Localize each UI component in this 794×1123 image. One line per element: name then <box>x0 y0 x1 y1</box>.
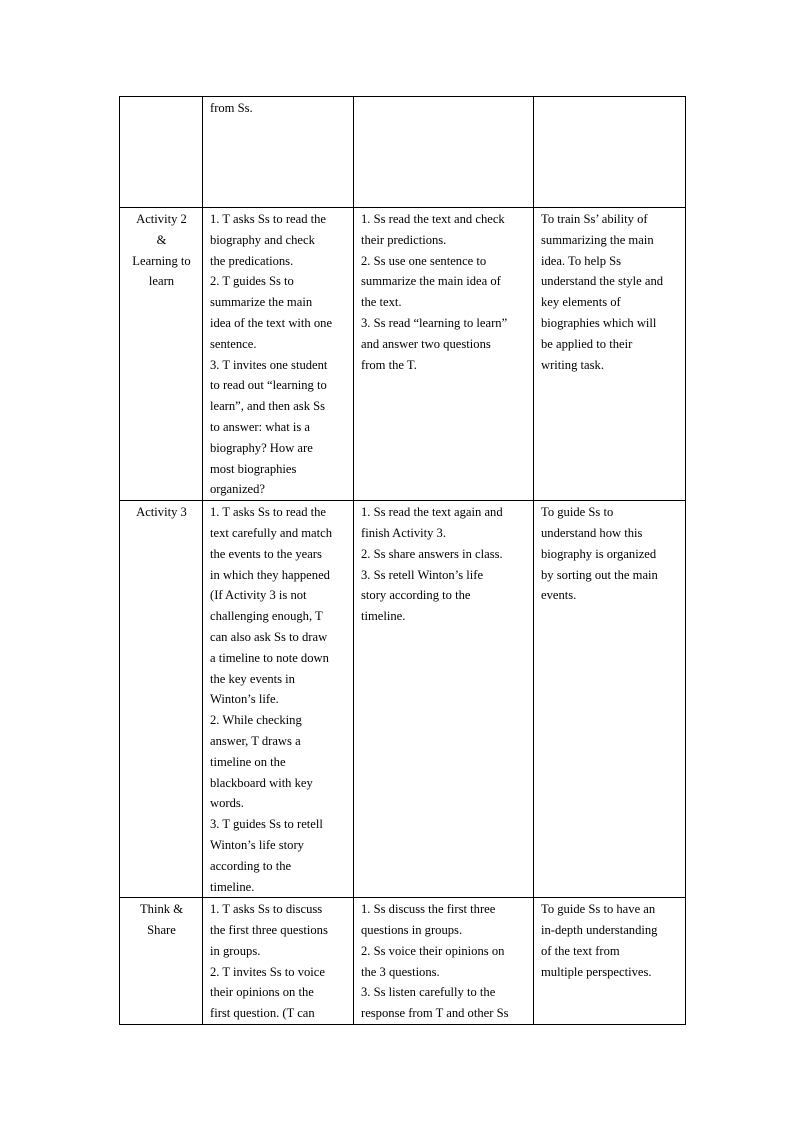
cell-text-line: blackboard with key <box>210 775 313 790</box>
cell-text-line: finish Activity 3. <box>361 525 447 540</box>
cell-text-line: learn <box>148 274 175 289</box>
cell-text-line: 2. While checking <box>210 713 302 728</box>
cell-text-line: Share <box>147 923 176 938</box>
cell-text-line: the predications. <box>210 253 294 268</box>
cell-text-line: 3. T invites one student <box>210 357 328 372</box>
cell-text-line: first question. (T can <box>210 1006 315 1021</box>
purpose-cell <box>534 97 686 208</box>
cell-text-line: a timeline to note down <box>210 650 329 665</box>
cell-text-line: 2. T guides Ss to <box>210 274 294 289</box>
cell-text-line: idea. To help Ss <box>541 253 622 268</box>
cell-text-line: in groups. <box>210 943 261 958</box>
student-activity-cell <box>354 97 534 208</box>
cell-text-line: timeline on the <box>210 754 286 769</box>
cell-text-line: story according to the <box>361 588 471 603</box>
cell-text-line: understand how this <box>541 525 643 540</box>
table-row <box>120 97 686 208</box>
cell-text-line: summarize the main <box>210 295 313 310</box>
cell-text-line: To guide Ss to <box>541 505 614 520</box>
lesson-plan-table <box>119 96 686 1025</box>
table-row <box>120 898 686 1025</box>
cell-text-line: according to the <box>210 858 292 873</box>
cell-text-line: can also ask Ss to draw <box>210 629 328 644</box>
cell-text-line: writing task. <box>541 357 604 372</box>
student-activity-cell <box>354 208 534 501</box>
teacher-activity-cell <box>203 898 354 1025</box>
cell-text-line: events. <box>541 588 577 603</box>
cell-text-line: by sorting out the main <box>541 567 658 582</box>
cell-text-line: in which they happened <box>210 567 330 582</box>
cell-text-line: summarizing the main <box>541 232 654 247</box>
teacher-activity-cell <box>203 501 354 898</box>
cell-text-line: the events to the years <box>210 546 322 561</box>
cell-text-line: understand the style and <box>541 274 664 289</box>
cell-text-line: to answer: what is a <box>210 419 311 434</box>
cell-text-line: multiple perspectives. <box>541 964 652 979</box>
stage-cell <box>120 501 203 898</box>
cell-text-line: timeline. <box>210 879 255 894</box>
cell-text-line: sentence. <box>210 336 257 351</box>
stage-cell <box>120 97 203 208</box>
cell-text-line: 2. Ss use one sentence to <box>361 253 487 268</box>
cell-text-line: 3. Ss retell Winton’s life <box>361 567 484 582</box>
stage-cell <box>120 208 203 501</box>
cell-text-line: their predictions. <box>361 232 447 247</box>
teacher-activity-cell <box>203 97 354 208</box>
cell-text-line: 2. T invites Ss to voice <box>210 964 325 979</box>
cell-text-line: To guide Ss to have an <box>541 902 656 917</box>
cell-text-line: timeline. <box>361 609 406 624</box>
cell-text-line: questions in groups. <box>361 923 463 938</box>
cell-text-line: of the text from <box>541 943 620 958</box>
cell-text-line: biography is organized <box>541 546 657 561</box>
cell-text-line: learn”, and then ask Ss <box>210 399 326 414</box>
cell-text-line: most biographies <box>210 461 297 476</box>
table-row <box>120 208 686 501</box>
cell-text-line: their opinions on the <box>210 985 314 1000</box>
student-activity-cell <box>354 501 534 898</box>
cell-text-line: organized? <box>210 482 266 497</box>
cell-text-line: 1. T asks Ss to discuss <box>210 902 323 917</box>
stage-cell <box>120 898 203 1025</box>
teacher-activity-cell <box>203 208 354 501</box>
cell-text-line: Activity 2 <box>136 212 187 226</box>
cell-text-line: 2. Ss share answers in class. <box>361 546 503 561</box>
cell-text-line: 1. T asks Ss to read the <box>210 212 327 226</box>
cell-text-line: be applied to their <box>541 336 633 351</box>
lesson-plan-table-body <box>120 97 686 1025</box>
cell-text-line: 2. Ss voice their opinions on <box>361 943 505 958</box>
cell-text-line: Think & <box>139 902 184 917</box>
cell-text-line: 1. T asks Ss to read the <box>210 505 327 520</box>
cell-text-line: from Ss. <box>210 101 253 115</box>
cell-text-line: Activity 3 <box>136 505 187 520</box>
cell-text-line: summarize the main idea of <box>361 274 501 289</box>
cell-text-line: the text. <box>361 295 402 310</box>
cell-text-line: 1. Ss read the text again and <box>361 505 503 520</box>
cell-text-line: 1. Ss discuss the first three <box>361 902 496 917</box>
purpose-cell <box>534 898 686 1025</box>
cell-text-line: the 3 questions. <box>361 964 440 979</box>
cell-text-line: key elements of <box>541 295 621 310</box>
cell-text-line: the first three questions <box>210 923 328 938</box>
cell-text-line: text carefully and match <box>210 525 333 540</box>
cell-text-line: To train Ss’ ability of <box>541 212 648 226</box>
cell-text-line: & <box>156 232 167 247</box>
table-row <box>120 501 686 898</box>
cell-text-line: (If Activity 3 is not <box>210 588 307 603</box>
purpose-cell <box>534 501 686 898</box>
cell-text-line: 1. Ss read the text and check <box>361 212 505 226</box>
cell-text-line: to read out “learning to <box>210 378 327 393</box>
cell-text-line: Learning to <box>132 253 191 268</box>
cell-text-line: Winton’s life. <box>210 692 279 707</box>
cell-text-line: biography and check <box>210 232 315 247</box>
cell-text-line: answer, T draws a <box>210 733 301 748</box>
cell-text-line: idea of the text with one <box>210 315 333 330</box>
cell-text-line: response from T and other Ss <box>361 1006 509 1021</box>
cell-text-line: the key events in <box>210 671 295 686</box>
cell-text-line: biography? How are <box>210 440 313 455</box>
cell-text-line: and answer two questions <box>361 336 491 351</box>
student-activity-cell <box>354 898 534 1025</box>
purpose-cell <box>534 208 686 501</box>
cell-text-line: challenging enough, T <box>210 609 323 624</box>
cell-text-line: biographies which will <box>541 315 657 330</box>
cell-text-line: 3. T guides Ss to retell <box>210 817 323 832</box>
cell-text-line: Winton’s life story <box>210 837 304 852</box>
cell-text-line: words. <box>210 796 244 811</box>
cell-text-line: 3. Ss listen carefully to the <box>361 985 496 1000</box>
cell-text-line: in-depth understanding <box>541 923 658 938</box>
cell-text-line: from the T. <box>361 357 417 372</box>
cell-text-line: 3. Ss read “learning to learn” <box>361 315 508 330</box>
